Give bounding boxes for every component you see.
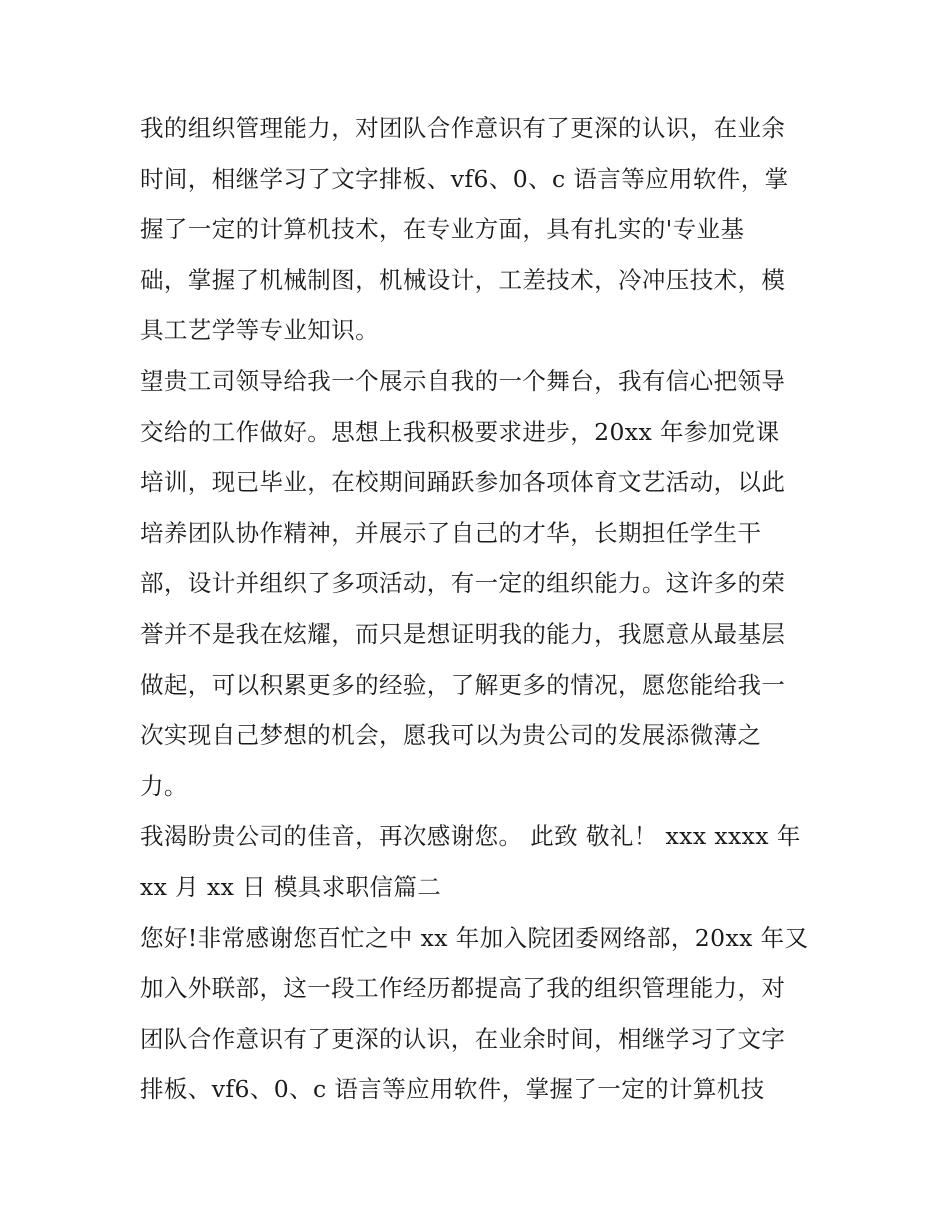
text-line: 培训，现已毕业，在校期间踊跃参加各项体育文艺活动，以此 — [140, 468, 786, 497]
text-line: 誉并不是我在炫耀，而只是想证明我的能力，我愿意从最基层 — [140, 619, 786, 648]
text-line: 交给的工作做好。思想上我积极要求进步，20xx 年参加党课 — [140, 417, 780, 446]
text-line: 力。 — [140, 771, 188, 800]
text-line: 部，设计并组织了多项活动，有一定的组织能力。这许多的荣 — [140, 569, 786, 598]
text-line: 具工艺学等专业知识。 — [140, 316, 379, 345]
body-text — [140, 103, 820, 1115]
text-line: 时间，相继学习了文字排板、vf6、0、c 语言等应用软件，掌 — [140, 164, 789, 193]
text-line: 次实现自己梦想的机会，愿我可以为贵公司的发展添微薄之 — [140, 721, 762, 750]
text-line: xx 月 xx 日 模具求职信篇二 — [140, 872, 442, 901]
text-line: 排板、vf6、0、c 语言等应用软件，掌握了一定的计算机技 — [140, 1075, 765, 1104]
text-line: 您好!非常感谢您百忙之中 xx 年加入院团委网络部，20xx 年又 — [140, 923, 809, 952]
text-line: 加入外联部，这一段工作经历都提高了我的组织管理能力，对 — [140, 974, 786, 1003]
text-line: 望贵工司领导给我一个展示自我的一个舞台，我有信心把领导 — [140, 366, 786, 395]
text-line: 础，掌握了机械制图，机械设计，工差技术，冷冲压技术，模 — [140, 265, 786, 294]
text-line: 握了一定的计算机技术，在专业方面，具有扎实的'专业基 — [140, 215, 745, 244]
text-line: 做起，可以积累更多的经验，了解更多的情况，愿您能给我一 — [140, 670, 786, 699]
text-line: 培养团队协作精神，并展示了自己的才华，长期担任学生干 — [140, 518, 762, 547]
text-line: 我的组织管理能力，对团队合作意识有了更深的认识，在业余 — [140, 114, 786, 142]
text-line: 我渴盼贵公司的佳音，再次感谢您。 此致 敬礼！ xxx xxxx 年 — [140, 822, 801, 851]
text-line: 团队合作意识有了更深的认识，在业余时间，相继学习了文字 — [140, 1024, 786, 1053]
